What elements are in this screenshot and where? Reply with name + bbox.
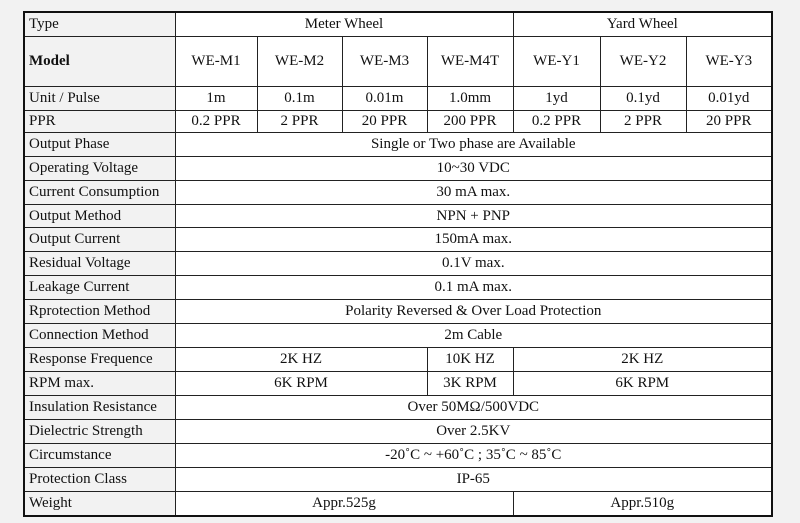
unit-pulse-cell: 0.1yd	[600, 86, 686, 110]
dielectric-strength-label: Dielectric Strength	[24, 419, 175, 443]
ppr-label: PPR	[24, 110, 175, 132]
spec-table	[23, 11, 773, 517]
model-cell: WE-Y2	[600, 36, 686, 86]
unit-pulse-row	[24, 86, 772, 110]
protection-class-label: Protection Class	[24, 467, 175, 491]
circumstance-label: Circumstance	[24, 443, 175, 467]
type-row	[24, 12, 772, 36]
response-frequence-yard: 2K HZ	[513, 348, 772, 372]
rpm-max-m4t: 3K RPM	[427, 372, 513, 396]
model-cell: WE-M2	[257, 36, 342, 86]
model-cell: WE-Y1	[513, 36, 600, 86]
model-row	[24, 36, 772, 86]
leakage-current-label: Leakage Current	[24, 276, 175, 300]
current-consumption-row	[24, 180, 772, 204]
response-frequence-label: Response Frequence	[24, 348, 175, 372]
output-phase-row	[24, 132, 772, 156]
connection-method-row	[24, 324, 772, 348]
insulation-resistance-row	[24, 396, 772, 420]
ppr-cell: 20 PPR	[686, 110, 772, 132]
model-cell: WE-M3	[342, 36, 427, 86]
unit-pulse-cell: 1.0mm	[427, 86, 513, 110]
model-cell: WE-M4T	[427, 36, 513, 86]
connection-method-label: Connection Method	[24, 324, 175, 348]
output-current-value: 150mA max.	[175, 228, 772, 252]
protection-method-value: Polarity Reversed & Over Load Protection	[175, 300, 772, 324]
rpm-max-row	[24, 372, 772, 396]
rpm-max-meter: 6K RPM	[175, 372, 427, 396]
operating-voltage-value: 10~30 VDC	[175, 156, 772, 180]
residual-voltage-value: 0.1V max.	[175, 252, 772, 276]
leakage-current-row	[24, 276, 772, 300]
operating-voltage-label: Operating Voltage	[24, 156, 175, 180]
operating-voltage-row	[24, 156, 772, 180]
dielectric-strength-value: Over 2.5KV	[175, 419, 772, 443]
ppr-cell: 0.2 PPR	[513, 110, 600, 132]
protection-class-row	[24, 467, 772, 491]
ppr-row	[24, 110, 772, 132]
insulation-resistance-value: Over 50MΩ/500VDC	[175, 396, 772, 420]
dielectric-strength-row	[24, 419, 772, 443]
weight-yard: Appr.510g	[513, 491, 772, 516]
model-cell: WE-M1	[175, 36, 257, 86]
circumstance-value: -20˚C ~ +60˚C ; 35˚C ~ 85˚C	[175, 443, 772, 467]
type-label: Type	[24, 12, 175, 36]
yard-wheel-header: Yard Wheel	[513, 12, 772, 36]
unit-pulse-cell: 0.01yd	[686, 86, 772, 110]
weight-label: Weight	[24, 491, 175, 516]
model-label: Model	[24, 36, 175, 86]
output-method-value: NPN + PNP	[175, 204, 772, 228]
response-frequence-row	[24, 348, 772, 372]
unit-pulse-cell: 1yd	[513, 86, 600, 110]
protection-class-value: IP-65	[175, 467, 772, 491]
insulation-resistance-label: Insulation Resistance	[24, 396, 175, 420]
protection-method-row	[24, 300, 772, 324]
unit-pulse-cell: 0.01m	[342, 86, 427, 110]
weight-row	[24, 491, 772, 516]
ppr-cell: 20 PPR	[342, 110, 427, 132]
circumstance-row	[24, 443, 772, 467]
output-phase-value: Single or Two phase are Available	[175, 132, 772, 156]
ppr-cell: 0.2 PPR	[175, 110, 257, 132]
connection-method-value: 2m Cable	[175, 324, 772, 348]
output-current-row	[24, 228, 772, 252]
current-consumption-value: 30 mA max.	[175, 180, 772, 204]
rpm-max-yard: 6K RPM	[513, 372, 772, 396]
unit-pulse-cell: 1m	[175, 86, 257, 110]
leakage-current-value: 0.1 mA max.	[175, 276, 772, 300]
unit-pulse-label: Unit / Pulse	[24, 86, 175, 110]
output-phase-label: Output Phase	[24, 132, 175, 156]
output-method-row	[24, 204, 772, 228]
residual-voltage-label: Residual Voltage	[24, 252, 175, 276]
ppr-cell: 2 PPR	[257, 110, 342, 132]
spec-sheet	[23, 11, 773, 517]
response-frequence-m4t: 10K HZ	[427, 348, 513, 372]
response-frequence-meter: 2K HZ	[175, 348, 427, 372]
ppr-cell: 2 PPR	[600, 110, 686, 132]
ppr-cell: 200 PPR	[427, 110, 513, 132]
model-cell: WE-Y3	[686, 36, 772, 86]
meter-wheel-header: Meter Wheel	[175, 12, 513, 36]
weight-meter: Appr.525g	[175, 491, 513, 516]
residual-voltage-row	[24, 252, 772, 276]
unit-pulse-cell: 0.1m	[257, 86, 342, 110]
output-current-label: Output Current	[24, 228, 175, 252]
protection-method-label: Rprotection Method	[24, 300, 175, 324]
output-method-label: Output Method	[24, 204, 175, 228]
current-consumption-label: Current Consumption	[24, 180, 175, 204]
rpm-max-label: RPM max.	[24, 372, 175, 396]
